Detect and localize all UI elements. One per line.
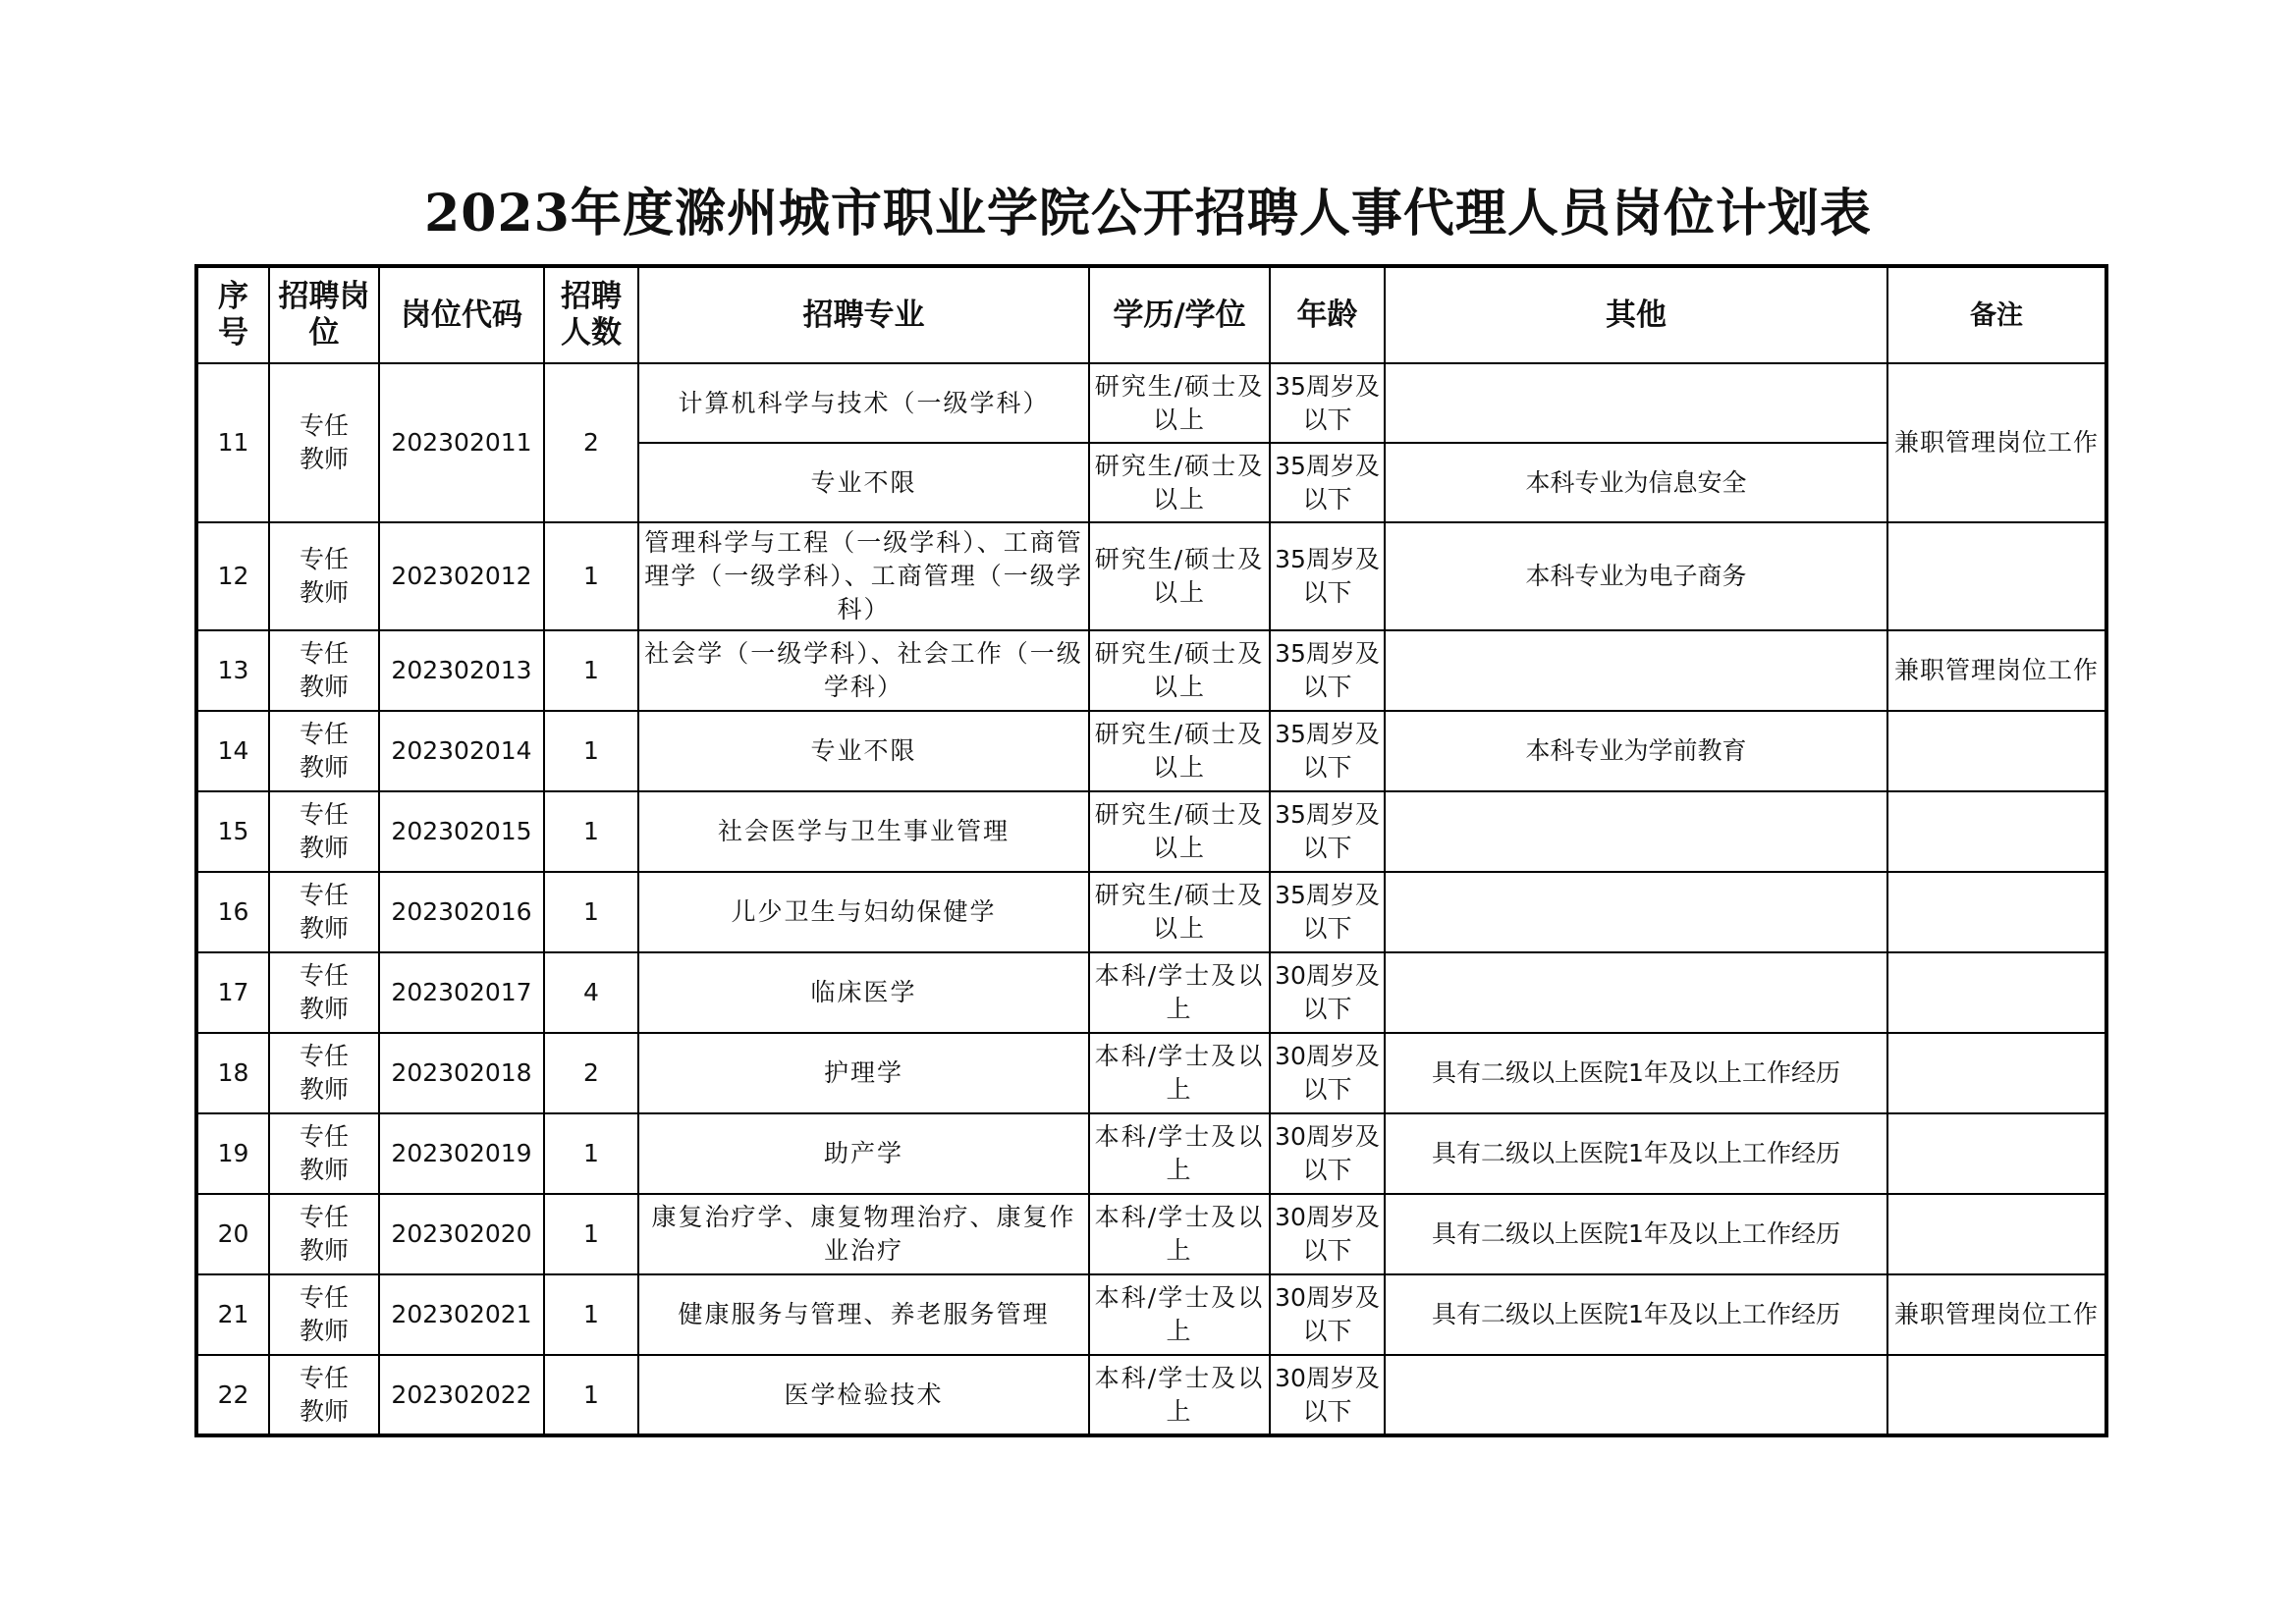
code-cell: 202302013 [379, 630, 544, 711]
code-cell: 202302016 [379, 872, 544, 952]
seq-cell: 21 [196, 1274, 269, 1355]
header-count: 招聘人数 [544, 266, 638, 363]
header-seq: 序号 [196, 266, 269, 363]
table-row [196, 1274, 2106, 1355]
remarks-cell: 兼职管理岗位工作 [1887, 1274, 2106, 1355]
age-cell: 35周岁及以下 [1270, 791, 1385, 872]
code-cell: 202302012 [379, 522, 544, 630]
code-cell: 202302020 [379, 1194, 544, 1274]
position-cell: 专任教师 [269, 630, 379, 711]
education-cell: 研究生/硕士及以上 [1089, 363, 1270, 443]
age-cell: 35周岁及以下 [1270, 711, 1385, 791]
seq-cell: 16 [196, 872, 269, 952]
education-cell: 研究生/硕士及以上 [1089, 791, 1270, 872]
other-cell [1385, 1355, 1887, 1435]
major-cell: 康复治疗学、康复物理治疗、康复作业治疗 [638, 1194, 1089, 1274]
major-cell: 社会医学与卫生事业管理 [638, 791, 1089, 872]
table-row [196, 363, 2106, 443]
table-row [196, 1194, 2106, 1274]
education-cell: 本科/学士及以上 [1089, 1194, 1270, 1274]
remarks-cell [1887, 1113, 2106, 1194]
other-cell [1385, 363, 1887, 443]
code-cell: 202302018 [379, 1033, 544, 1113]
education-cell: 研究生/硕士及以上 [1089, 872, 1270, 952]
position-cell: 专任教师 [269, 522, 379, 630]
table-row [196, 791, 2106, 872]
header-other: 其他 [1385, 266, 1887, 363]
major-cell: 助产学 [638, 1113, 1089, 1194]
other-cell [1385, 872, 1887, 952]
position-cell: 专任教师 [269, 1194, 379, 1274]
table-row [196, 952, 2106, 1033]
remarks-cell [1887, 872, 2106, 952]
remarks-cell [1887, 1033, 2106, 1113]
education-cell: 研究生/硕士及以上 [1089, 711, 1270, 791]
remarks-cell [1887, 1355, 2106, 1435]
position-cell: 专任教师 [269, 711, 379, 791]
education-cell: 本科/学士及以上 [1089, 1355, 1270, 1435]
major-cell: 儿少卫生与妇幼保健学 [638, 872, 1089, 952]
other-cell [1385, 952, 1887, 1033]
position-cell: 专任教师 [269, 1274, 379, 1355]
education-cell: 本科/学士及以上 [1089, 1033, 1270, 1113]
seq-cell: 12 [196, 522, 269, 630]
position-cell: 专任教师 [269, 1355, 379, 1435]
seq-cell: 19 [196, 1113, 269, 1194]
other-cell [1385, 630, 1887, 711]
age-cell: 35周岁及以下 [1270, 522, 1385, 630]
remarks-cell [1887, 952, 2106, 1033]
education-cell: 研究生/硕士及以上 [1089, 630, 1270, 711]
table-row [196, 630, 2106, 711]
header-remarks: 备注 [1887, 266, 2106, 363]
seq-cell: 22 [196, 1355, 269, 1435]
seq-cell: 17 [196, 952, 269, 1033]
seq-cell: 11 [196, 363, 269, 522]
age-cell: 35周岁及以下 [1270, 872, 1385, 952]
other-cell: 具有二级以上医院1年及以上工作经历 [1385, 1113, 1887, 1194]
count-cell: 1 [544, 522, 638, 630]
table-row [196, 711, 2106, 791]
other-cell [1385, 791, 1887, 872]
major-cell: 临床医学 [638, 952, 1089, 1033]
count-cell: 1 [544, 711, 638, 791]
other-cell: 具有二级以上医院1年及以上工作经历 [1385, 1033, 1887, 1113]
other-cell: 本科专业为信息安全 [1385, 443, 1887, 522]
major-cell: 计算机科学与技术（一级学科） [638, 363, 1089, 443]
age-cell: 30周岁及以下 [1270, 1033, 1385, 1113]
age-cell: 30周岁及以下 [1270, 1113, 1385, 1194]
position-cell: 专任教师 [269, 872, 379, 952]
code-cell: 202302014 [379, 711, 544, 791]
major-cell: 健康服务与管理、养老服务管理 [638, 1274, 1089, 1355]
seq-cell: 20 [196, 1194, 269, 1274]
age-cell: 30周岁及以下 [1270, 952, 1385, 1033]
other-cell: 本科专业为电子商务 [1385, 522, 1887, 630]
major-cell: 管理科学与工程（一级学科）、工商管理学（一级学科）、工商管理（一级学科） [638, 522, 1089, 630]
count-cell: 1 [544, 1113, 638, 1194]
position-cell: 专任教师 [269, 952, 379, 1033]
education-cell: 本科/学士及以上 [1089, 952, 1270, 1033]
header-code: 岗位代码 [379, 266, 544, 363]
education-cell: 研究生/硕士及以上 [1089, 443, 1270, 522]
remarks-cell [1887, 711, 2106, 791]
code-cell: 202302011 [379, 363, 544, 522]
count-cell: 1 [544, 630, 638, 711]
code-cell: 202302021 [379, 1274, 544, 1355]
count-cell: 1 [544, 1274, 638, 1355]
major-cell: 护理学 [638, 1033, 1089, 1113]
other-cell: 本科专业为学前教育 [1385, 711, 1887, 791]
seq-cell: 18 [196, 1033, 269, 1113]
remarks-cell [1887, 522, 2106, 630]
major-cell: 专业不限 [638, 443, 1089, 522]
code-cell: 202302019 [379, 1113, 544, 1194]
seq-cell: 14 [196, 711, 269, 791]
remarks-cell [1887, 1194, 2106, 1274]
age-cell: 30周岁及以下 [1270, 1194, 1385, 1274]
remarks-cell: 兼职管理岗位工作 [1887, 630, 2106, 711]
major-cell: 医学检验技术 [638, 1355, 1089, 1435]
code-cell: 202302022 [379, 1355, 544, 1435]
header-education: 学历/学位 [1089, 266, 1270, 363]
count-cell: 2 [544, 363, 638, 522]
remarks-cell [1887, 791, 2106, 872]
age-cell: 35周岁及以下 [1270, 630, 1385, 711]
position-cell: 专任教师 [269, 1033, 379, 1113]
position-plan-table [194, 264, 2108, 1437]
code-cell: 202302017 [379, 952, 544, 1033]
position-cell: 专任教师 [269, 791, 379, 872]
seq-cell: 13 [196, 630, 269, 711]
education-cell: 研究生/硕士及以上 [1089, 522, 1270, 630]
education-cell: 本科/学士及以上 [1089, 1113, 1270, 1194]
table-row [196, 1033, 2106, 1113]
remarks-cell: 兼职管理岗位工作 [1887, 363, 2106, 522]
table-row [196, 1113, 2106, 1194]
table-row [196, 872, 2106, 952]
age-cell: 30周岁及以下 [1270, 1355, 1385, 1435]
page-title: 2023年度滁州城市职业学院公开招聘人事代理人员岗位计划表 [424, 184, 1872, 243]
major-cell: 社会学（一级学科）、社会工作（一级学科） [638, 630, 1089, 711]
position-cell: 专任教师 [269, 1113, 379, 1194]
other-cell: 具有二级以上医院1年及以上工作经历 [1385, 1274, 1887, 1355]
age-cell: 35周岁及以下 [1270, 443, 1385, 522]
education-cell: 本科/学士及以上 [1089, 1274, 1270, 1355]
code-cell: 202302015 [379, 791, 544, 872]
table-row [196, 1355, 2106, 1435]
table-row [196, 522, 2106, 630]
count-cell: 2 [544, 1033, 638, 1113]
seq-cell: 15 [196, 791, 269, 872]
position-cell: 专任教师 [269, 363, 379, 522]
age-cell: 30周岁及以下 [1270, 1274, 1385, 1355]
major-cell: 专业不限 [638, 711, 1089, 791]
other-cell: 具有二级以上医院1年及以上工作经历 [1385, 1194, 1887, 1274]
age-cell: 35周岁及以下 [1270, 363, 1385, 443]
count-cell: 1 [544, 872, 638, 952]
header-position: 招聘岗位 [269, 266, 379, 363]
count-cell: 4 [544, 952, 638, 1033]
header-age: 年龄 [1270, 266, 1385, 363]
count-cell: 1 [544, 1355, 638, 1435]
count-cell: 1 [544, 1194, 638, 1274]
header-major: 招聘专业 [638, 266, 1089, 363]
header-row [196, 266, 2106, 363]
count-cell: 1 [544, 791, 638, 872]
